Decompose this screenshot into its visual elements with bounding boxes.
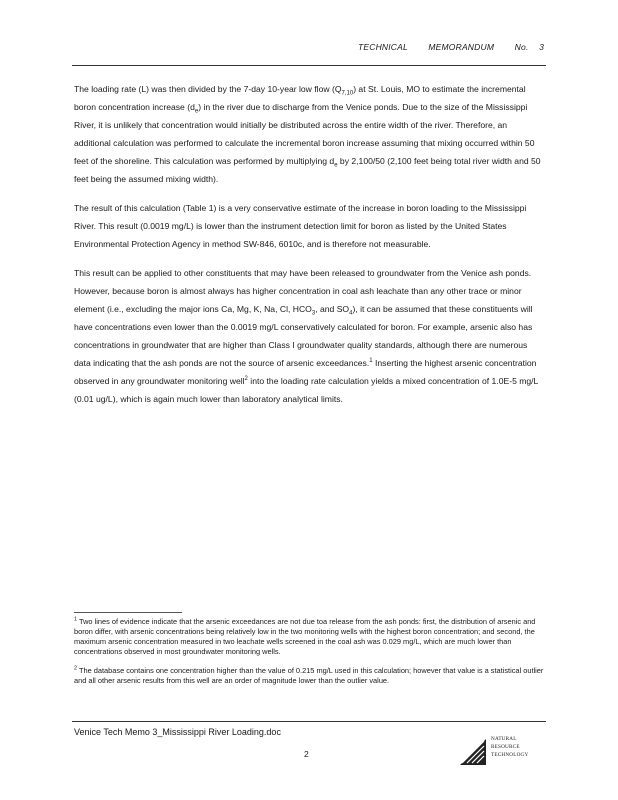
paragraph-result: The result of this calculation (Table 1) is a very conservative estimate of the increase in boron loading to the Mississippi River. This result (0.0019 mg/L) is lower than the instrument detection limit for boron as listed by the United States Environmental Protection Agency in method SW-846, 6010c, and is therefore not measurable. xyxy=(74,203,527,249)
footer-divider xyxy=(72,721,546,722)
footnote-ref-2[interactable]: 2 xyxy=(244,376,248,383)
company-logo xyxy=(460,735,550,767)
header-memorandum: MEMORANDUM xyxy=(428,42,495,52)
page-number: 2 xyxy=(304,749,309,759)
page-header xyxy=(340,42,544,52)
logo-mark-icon xyxy=(460,735,486,765)
header-divider xyxy=(72,65,546,66)
paragraph-other-constituents: This result can be applied to other constituents that may have been released to groundwater from the Venice ash ponds. However, because boron is almost always has higher concentration in coal ash leachate than any other trace or minor element (i.e., excluding the major ions Ca, Mg, K, Na, Cl, $HCO_3$, and $SO_4$), it can be assumed that these constituents will have concentrations even lower than the 0.0019 mg/L conservatively calculated for boron. For example, arsenic also has concentrations in groundwater that are higher than Class I groundwater quality standards, although there are numerous data indicating that the ash ponds are not the source of arsenic exceedances.$^1$ Inserting the highest arsenic concentration observed in any groundwater monitoring well$^2$ into the loading rate calculation yields a mixed concentration of 1.0E-5 mg/L (0.01 ug/L), which is again much lower than laboratory analytical limits. xyxy=(74,268,539,404)
header-number: 3 xyxy=(539,42,544,52)
header-technical: TECHNICAL xyxy=(357,42,408,52)
footnote-ref-1[interactable]: 1 xyxy=(369,358,373,365)
paragraph-loading-rate: The loading rate (L) was then divided by the 7-day 10-year low flow $(Q_{7,10})$ at St. Louis, MO to estimate the incremental boron concentration increase $(d_e)$ in the river due to discharge from the Venice ponds. Due to the size of the Mississippi River, it is unlikely that concentration would initially be distributed across the entire width of the river. Therefore, an additional calculation was performed to calculate the incremental boron increase assuming that mixing occurred within 50 feet of the shoreline. This calculation was performed by multiplying $d_e$ by 2,100/50 (2,100 feet being total river width and 50 feet being the assumed mixing width). xyxy=(74,84,541,184)
footnote-2: $^2$ The database contains one concentration higher than the value of 0.215 mg/L used in this calculation; however that value is a statistical outlier and all other arsenic results from this well are an order of magnitude lower than the outlier value. xyxy=(74,665,544,685)
memo-body xyxy=(74,80,544,419)
footnote-1: $^1$ Two lines of evidence indicate that the arsenic exceedances are not due toa release from the ash ponds: first, the distribution of arsenic and boron differ, with arsenic concentrations being relatively low in the two monitoring wells with the highest boron concentration; and second, the maximum arsenic concentration measured in two leachate wells screened in the coal ash was 0.029 mg/L, which are much lower than concentrations observed in most groundwater monitoring wells. xyxy=(74,616,536,656)
footer-filename: Venice Tech Memo 3_Mississippi River Loading.doc xyxy=(74,727,281,737)
header-no-label: No. xyxy=(514,42,529,52)
footnotes xyxy=(74,617,546,695)
footnote-separator xyxy=(74,612,182,613)
logo-wordmark: NATURAL RESOURCE TECHNOLOGY xyxy=(491,736,529,758)
